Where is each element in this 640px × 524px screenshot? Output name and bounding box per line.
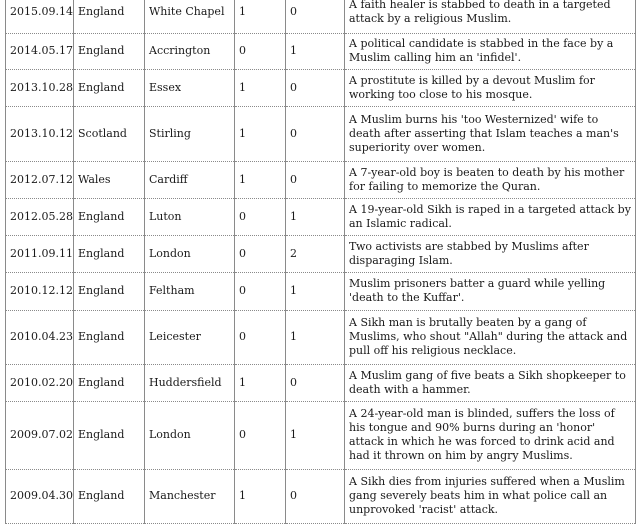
description-cell: A prostitute is killed by a devout Muslim for working too close to his mosque. [345,69,636,106]
injured-cell: 0 [286,364,345,401]
injured-cell: 1 [286,33,345,69]
date-cell: 2013.10.28 [6,69,74,106]
table-row [6,69,636,106]
injured-cell: 1 [286,198,345,235]
city-cell: Stirling [145,106,235,161]
table-row [6,364,636,401]
incident-table-body [6,0,636,523]
table-row [6,401,636,469]
description-cell: A political candidate is stabbed in the face by a Muslim calling him an 'infidel'. [345,33,636,69]
country-cell: Wales [74,161,145,198]
date-cell: 2015.09.14 [6,0,74,33]
description-cell: A Sikh man is brutally beaten by a gang of Muslims, who shout "Allah" during the attack and pull off his religious necklace. [345,310,636,364]
description-cell: A 19-year-old Sikh is raped in a targeted attack by an Islamic radical. [345,198,636,235]
date-cell: 2010.04.23 [6,310,74,364]
killed-cell: 0 [235,310,286,364]
killed-cell: 0 [235,33,286,69]
killed-cell: 1 [235,161,286,198]
country-cell: England [74,272,145,310]
date-cell: 2014.05.17 [6,33,74,69]
killed-cell: 1 [235,364,286,401]
killed-cell: 0 [235,198,286,235]
injured-cell: 0 [286,0,345,33]
city-cell: Cardiff [145,161,235,198]
killed-cell: 1 [235,469,286,523]
table-row [6,106,636,161]
killed-cell: 1 [235,69,286,106]
description-cell: A Sikh dies from injuries suffered when a Muslim gang severely beats him in what police call an unprovoked 'racist' attack. [345,469,636,523]
country-cell: England [74,69,145,106]
city-cell: London [145,235,235,272]
injured-cell: 1 [286,310,345,364]
country-cell: England [74,0,145,33]
description-cell: Muslim prisoners batter a guard while yelling 'death to the Kuffar'. [345,272,636,310]
table-row [6,161,636,198]
injured-cell: 0 [286,69,345,106]
table-row [6,469,636,523]
description-cell: A faith healer is stabbed to death in a targeted attack by a religious Muslim. [345,0,636,33]
incident-table [5,0,636,524]
city-cell: White Chapel [145,0,235,33]
city-cell: Luton [145,198,235,235]
killed-cell: 0 [235,272,286,310]
description-cell: A Muslim gang of five beats a Sikh shopkeeper to death with a hammer. [345,364,636,401]
description-cell: A 7-year-old boy is beaten to death by his mother for failing to memorize the Quran. [345,161,636,198]
date-cell: 2012.07.12 [6,161,74,198]
table-row [6,198,636,235]
killed-cell: 0 [235,401,286,469]
table-row [6,0,636,33]
country-cell: England [74,235,145,272]
country-cell: England [74,401,145,469]
date-cell: 2012.05.28 [6,198,74,235]
description-cell: A 24-year-old man is blinded, suffers the loss of his tongue and 90% burns during an 'honor' attack in which he was forced to drink acid and had it thrown on him by angry Muslims. [345,401,636,469]
table-row [6,33,636,69]
injured-cell: 2 [286,235,345,272]
injured-cell: 0 [286,106,345,161]
killed-cell: 0 [235,235,286,272]
injured-cell: 1 [286,401,345,469]
city-cell: Essex [145,69,235,106]
country-cell: England [74,33,145,69]
city-cell: Feltham [145,272,235,310]
date-cell: 2009.07.02 [6,401,74,469]
country-cell: England [74,364,145,401]
table-row [6,272,636,310]
date-cell: 2009.04.30 [6,469,74,523]
date-cell: 2013.10.12 [6,106,74,161]
injured-cell: 0 [286,469,345,523]
city-cell: London [145,401,235,469]
description-cell: A Muslim burns his 'too Westernized' wife to death after asserting that Islam teaches a man's superiority over women. [345,106,636,161]
description-cell: Two activists are stabbed by Muslims after disparaging Islam. [345,235,636,272]
country-cell: England [74,310,145,364]
killed-cell: 1 [235,106,286,161]
country-cell: Scotland [74,106,145,161]
injured-cell: 0 [286,161,345,198]
table-row [6,310,636,364]
date-cell: 2011.09.11 [6,235,74,272]
country-cell: England [74,198,145,235]
city-cell: Leicester [145,310,235,364]
table-row [6,235,636,272]
killed-cell: 1 [235,0,286,33]
country-cell: England [74,469,145,523]
city-cell: Huddersfield [145,364,235,401]
date-cell: 2010.12.12 [6,272,74,310]
city-cell: Manchester [145,469,235,523]
date-cell: 2010.02.20 [6,364,74,401]
city-cell: Accrington [145,33,235,69]
injured-cell: 1 [286,272,345,310]
